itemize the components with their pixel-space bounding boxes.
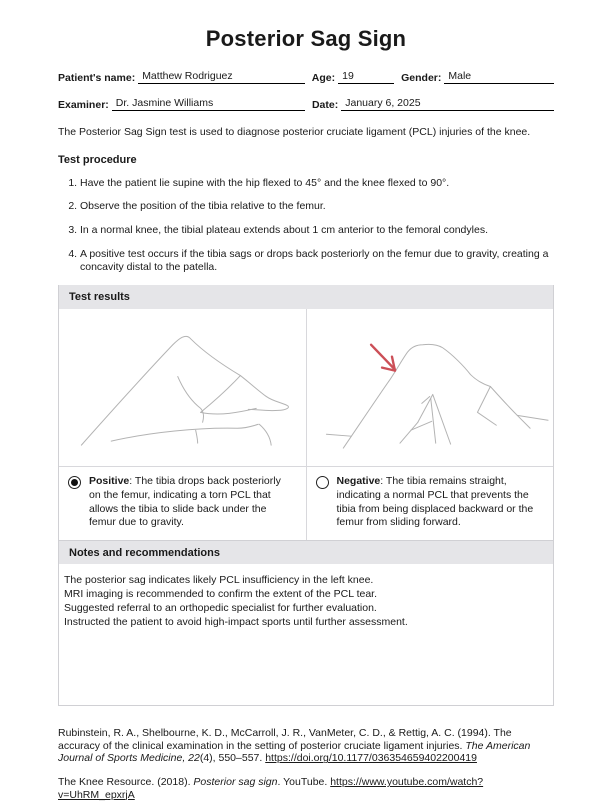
gender-label: Gender: — [401, 72, 442, 84]
patient-info-row-1 — [58, 70, 554, 84]
note-line: The posterior sag indicates likely PCL insufficiency in the left knee. — [64, 574, 374, 587]
negative-radio-button[interactable] — [316, 476, 329, 489]
gender-value: Male — [444, 70, 554, 84]
page-title: Posterior Sag Sign — [205, 26, 407, 51]
patient-name-label: Patient's name: — [58, 72, 136, 84]
knee-sketch-negative — [307, 309, 554, 466]
patient-info-row-2 — [58, 97, 554, 111]
sag-arrow-icon — [371, 345, 395, 371]
note-line: Instructed the patient to avoid high-impact sports until further assessment. — [64, 616, 408, 629]
references — [0, 706, 612, 801]
notes-content — [59, 564, 553, 705]
test-results-heading: Test results — [59, 285, 553, 309]
positive-radio-button[interactable] — [68, 476, 81, 489]
doi-link[interactable]: https://doi.org/10.1177/036354659402200419 — [265, 752, 477, 765]
notes-heading: Notes and recommendations — [59, 540, 553, 564]
negative-sketch-cell — [307, 309, 554, 466]
date-label: Date: — [311, 99, 339, 111]
age-label: Age: — [311, 72, 336, 84]
negative-option — [307, 467, 554, 540]
result-options — [59, 467, 553, 540]
test-results-section — [58, 285, 554, 706]
positive-option-text: Positive: The tibia drops back posteriorly on the femur, indicating a torn PCL that allows the tibia to slide back under the femur due to gravity. — [89, 474, 281, 529]
positive-option — [59, 467, 307, 540]
sketch-row — [59, 309, 553, 467]
reference-item: Rubinstein, R. A., Shelbourne, K. D., McCarroll, J. R., VanMeter, C. D., & Rettig, A. C. (1994). The accuracy of the clinical examination in the setting of posterior cruciate ligament injuries. The American Journal of Sports Medicine, 22(4), 550–557. https://doi.org/10.1177/036354659402200419 — [58, 727, 531, 765]
positive-option-label: Positive — [89, 474, 130, 487]
examiner-label: Examiner: — [58, 99, 109, 111]
procedure-steps — [58, 177, 554, 275]
negative-option-text: Negative: The tibia remains straight, indicating a normal PCL that prevents the tibia from being displaced backward or the femur from sliding forward. — [336, 474, 534, 529]
patient-name-value: Matthew Rodriguez — [138, 70, 305, 84]
procedure-step: 4. A positive test occurs if the tibia sags or drops back posteriorly on the femur due to gravity, creating a concavity distal to the patella. — [80, 248, 554, 275]
procedure-step: 3. In a normal knee, the tibial plateau extends about 1 cm anterior to the femoral condyles. — [80, 224, 554, 238]
negative-option-label: Negative — [336, 474, 381, 487]
examiner-value: Dr. Jasmine Williams — [112, 97, 305, 111]
age-value: 19 — [338, 70, 394, 84]
procedure-step: 2. Observe the position of the tibia relative to the femur. — [80, 200, 554, 214]
procedure-heading: Test procedure — [58, 153, 137, 166]
procedure-step: 1. Have the patient lie supine with the hip flexed to 45° and the knee flexed to 90°. — [80, 177, 554, 191]
reference-item: The Knee Resource. (2018). Posterior sag sign. YouTube. https://www.youtube.com/watch?v=UhRM_epxrjA — [58, 776, 484, 801]
intro-text: The Posterior Sag Sign test is used to diagnose posterior cruciate ligament (PCL) injuries of the knee. — [58, 126, 531, 138]
date-value: January 6, 2025 — [341, 97, 554, 111]
knee-sag-sketch-positive — [59, 309, 306, 466]
youtube-link[interactable]: https://www.youtube.com/watch?v=UhRM_epxrjA — [58, 776, 484, 801]
note-line: MRI imaging is recommended to confirm the extent of the PCL tear. — [64, 588, 378, 601]
positive-sketch-cell — [59, 309, 307, 466]
note-line: Suggested referral to an orthopedic specialist for further evaluation. — [64, 602, 377, 615]
